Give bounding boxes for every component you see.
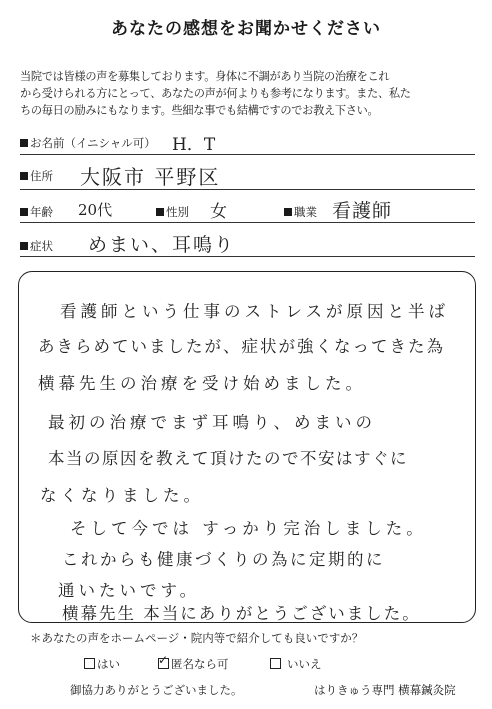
testimonial-line: 本当の原因を教えて頂けたので不安はすぐに <box>48 449 408 468</box>
consent-option-no[interactable] <box>270 656 322 672</box>
gender-value: 女 <box>210 202 227 222</box>
option-label: いいえ <box>287 657 322 671</box>
age-label-text: 年齢 <box>30 205 53 219</box>
checkbox-checked[interactable] <box>158 658 169 669</box>
consent-question: ＊あなたの声をホームページ・院内等で紹介しても良いですか？ <box>30 631 364 645</box>
divider <box>20 222 475 223</box>
testimonial-line: 最初の治療でまず耳鳴り、めまいの <box>48 413 376 432</box>
gender-label-text: 性別 <box>166 205 189 219</box>
occupation-label <box>284 204 317 220</box>
divider <box>20 256 475 257</box>
symptom-label <box>20 238 53 254</box>
age-label <box>20 204 53 220</box>
intro-line: 当院では皆様の声を募集しております。身体に不調があり当院の治療をこれ <box>20 70 390 83</box>
testimonial-line: 横幕先生 本当にありがとうございました。 <box>62 604 421 623</box>
consent-option-anonymous[interactable] <box>158 656 229 672</box>
symptom-value: めまい、耳鳴り <box>88 234 236 256</box>
testimonial-line: 横幕先生の治療を受け始めました。 <box>38 374 366 393</box>
divider <box>20 189 475 190</box>
divider <box>20 154 475 155</box>
bullet-square-icon <box>284 208 292 216</box>
testimonial-line: 看護師という仕事のストレスが原因と半ば <box>60 302 450 321</box>
option-label: 匿名なら可 <box>171 657 229 671</box>
testimonial-line: そして今では すっかり完治しました。 <box>70 519 427 538</box>
page-title: あなたの感想をお聞かせください <box>111 19 381 39</box>
occupation-value: 看護師 <box>332 200 393 222</box>
consent-option-yes[interactable] <box>84 656 120 672</box>
intro-line: ちの毎日の励みにもなります。些細な事でも結構ですのでお教え下さい。 <box>20 104 379 117</box>
testimonial-line: これからも健康づくりの為に定期的に <box>62 550 385 569</box>
testimonial-line: なくなりました。 <box>40 486 204 505</box>
checkbox[interactable] <box>270 658 281 669</box>
bullet-square-icon <box>156 208 164 216</box>
symptom-label-text: 症状 <box>30 239 53 253</box>
address-value: 大阪市 平野区 <box>80 165 221 189</box>
intro-line: から受けられる方にとって、あなたの声が何よりも参考になります。また、私た <box>20 87 411 100</box>
occupation-label-text: 職業 <box>294 205 317 219</box>
checkbox[interactable] <box>84 658 95 669</box>
name-value: H．T <box>172 135 216 155</box>
clinic-name: はりきゅう専門 横幕鍼灸院 <box>314 683 456 697</box>
bullet-square-icon <box>20 208 28 216</box>
name-label <box>20 135 156 151</box>
bullet-square-icon <box>20 139 28 147</box>
name-label-text: お名前（イニシャル可） <box>30 136 156 150</box>
testimonial-line: あきらめていましたが、症状が強くなってきた為 <box>38 337 445 356</box>
thanks-text: 御協力ありがとうございました。 <box>70 683 243 697</box>
gender-label <box>156 204 189 220</box>
bullet-square-icon <box>20 242 28 250</box>
bullet-square-icon <box>20 172 28 180</box>
testimonial-line: 通いたいです。 <box>58 581 201 600</box>
address-label <box>20 168 53 184</box>
intro-text <box>20 68 482 119</box>
option-label: はい <box>97 657 120 671</box>
age-value: 20代 <box>78 201 113 219</box>
address-label-text: 住所 <box>30 169 53 183</box>
